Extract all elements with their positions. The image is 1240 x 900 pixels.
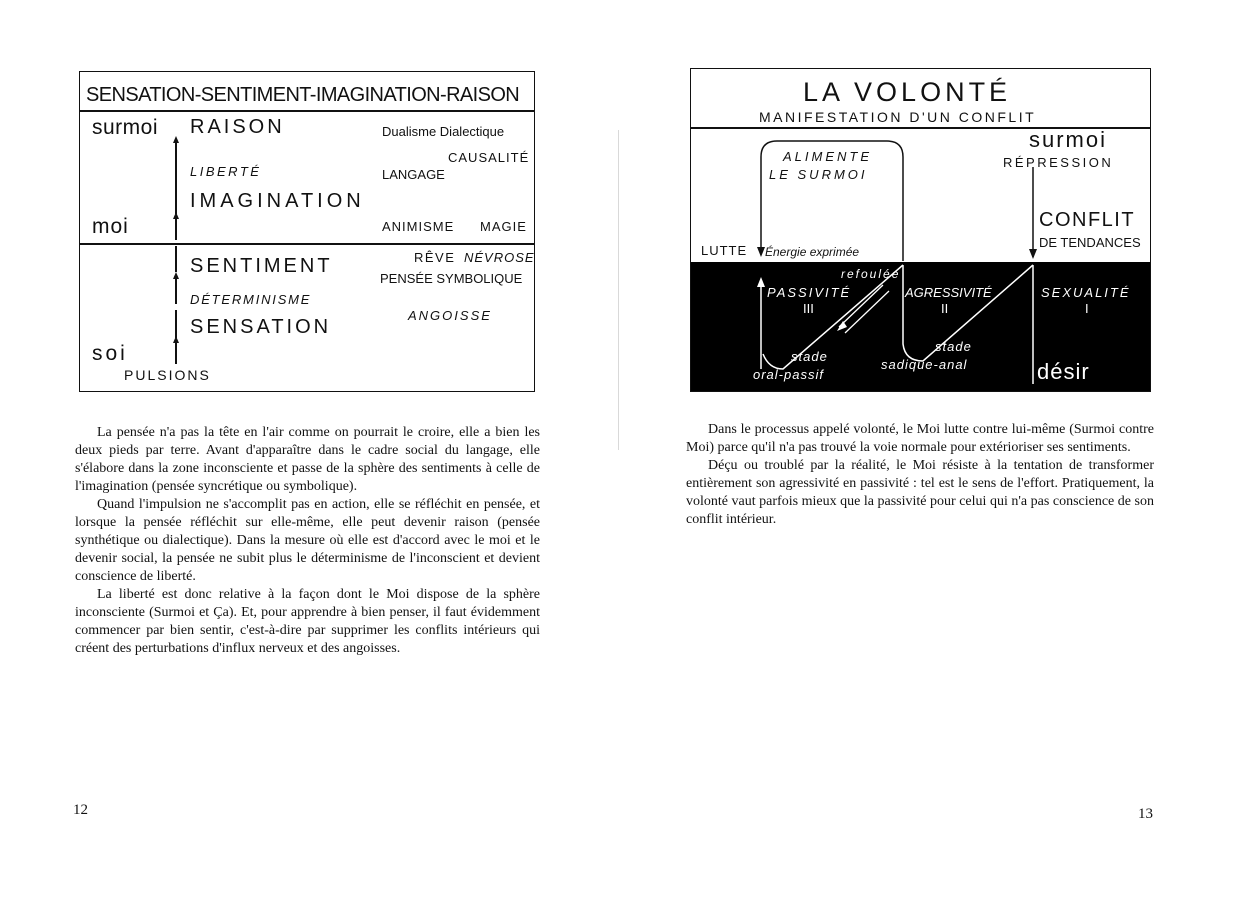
paragraph: La liberté est donc relative à la façon dont le Moi dispose de la sphère inconsciente (Surmoi et Ça). Et, pour apprendre à bien penser, il faut évidemment commencer par bien sentir, c'est-à-dire par supprimer les conflits intérieurs qui créent des perturbations d'influx nerveux et des angoisses.	[75, 587, 540, 656]
page-number: 12	[73, 802, 88, 818]
axis-sensation	[175, 310, 177, 338]
label-refoulee: refoulée	[841, 267, 901, 281]
axis-sentiment	[175, 246, 177, 272]
right-body-text	[686, 421, 1154, 529]
page-number: 13	[1138, 806, 1153, 822]
axis-upper	[175, 142, 177, 214]
label-angoisse: ANGOISSE	[408, 308, 492, 323]
diagram-la-volonte	[690, 68, 1151, 392]
label-pulsions: PULSIONS	[124, 367, 211, 383]
level-surmoi: surmoi	[92, 116, 159, 139]
book-fold	[618, 130, 619, 450]
label-energie: Énergie exprimée	[765, 245, 860, 259]
paragraph: Dans le processus appelé volonté, le Moi lutte contre lui-même (Surmoi contre Moi) parce qu'il n'a pas trouvé la voie normale pour extérioriser ses sentiments.	[686, 422, 1154, 455]
label-sensation: SENSATION	[190, 316, 332, 338]
paragraph: La pensée n'a pas la tête en l'air comme on pourrait le croire, elle a bien les deux pieds par terre. Avant d'apparaître dans le cadre social du langage, elle s'élabore dans la zone inconsciente et passe de la sphère des sentiments à celle de l'imagination (pensée syncrétique ou symbolique).	[75, 425, 540, 494]
label-desir: désir	[1037, 359, 1090, 384]
arrowhead	[173, 136, 179, 143]
left-body-text	[75, 424, 540, 658]
label-causalite: CAUSALITÉ	[448, 150, 530, 165]
diagram-title: SENSATION-SENTIMENT-IMAGINATION-RAISON	[86, 84, 520, 106]
label-pensee-symbolique: PENSÉE SYMBOLIQUE	[380, 271, 523, 286]
axis-moi	[175, 218, 177, 240]
label-agressivite: AGRESSIVITÉ	[905, 285, 992, 300]
diagram-subtitle: MANIFESTATION D'UN CONFLIT	[759, 109, 1037, 125]
title-divider	[80, 110, 534, 112]
diagram-sensation-raison	[79, 71, 535, 392]
label-passivite: PASSIVITÉ	[767, 285, 852, 300]
label-conflit: CONFLIT	[1039, 209, 1136, 231]
label-agressivite-num: II	[941, 301, 949, 316]
label-alimente: ALIMENTE	[783, 149, 873, 164]
label-raison: RAISON	[190, 116, 285, 138]
label-sentiment: SENTIMENT	[190, 255, 333, 277]
label-reve: RÊVE	[414, 250, 456, 265]
label-lutte: LUTTE	[701, 243, 748, 258]
label-magie: MAGIE	[480, 219, 527, 234]
label-repression: RÉPRESSION	[1003, 155, 1114, 170]
level-moi: moi	[92, 215, 129, 238]
label-passivite-num: III	[803, 301, 814, 316]
label-stade-1: stade	[791, 349, 828, 364]
paragraph: Quand l'impulsion ne s'accomplit pas en action, elle se réfléchit en pensée, et lorsque la pensée réfléchit sur elle-même, elle peut devenir raison (pensée synthétique ou dialectique). Dans la mesure où elle est d'accord avec le moi et le devenir social, la pensée ne subit plus le déterminisme de l'inconscient et devient conscience de liberté.	[75, 497, 540, 584]
axis-pulsions	[175, 342, 177, 364]
label-determinisme: DÉTERMINISME	[190, 292, 312, 307]
label-sadique-anal: sadique-anal	[881, 357, 968, 372]
label-nevrose: NÉVROSE	[464, 250, 535, 265]
label-oral-passif: oral-passif	[753, 367, 824, 382]
label-imagination: IMAGINATION	[190, 190, 365, 212]
label-le-surmoi: LE SURMOI	[769, 167, 868, 182]
label-liberte: LIBERTÉ	[190, 164, 262, 179]
axis-determinisme	[175, 278, 177, 304]
label-surmoi: surmoi	[1029, 127, 1108, 152]
arrowhead	[173, 212, 179, 219]
label-animisme: ANIMISME	[382, 219, 455, 234]
label-de-tendances: DE TENDANCES	[1039, 235, 1141, 250]
paragraph: Déçu ou troublé par la réalité, le Moi résiste à la tentation de transformer entièrement son agressivité en passivité : tel est le sens de l'effort. Pratiquement, la volonté vaut parfois mieux que la passivité pour celui qui n'a pas conscience de son conflit intérieur.	[686, 458, 1154, 527]
level-soi: soi	[92, 342, 128, 365]
arrowhead	[173, 336, 179, 343]
label-sexualite: SEXUALITÉ	[1041, 285, 1131, 300]
diagram-title: LA VOLONTÉ	[803, 77, 1012, 107]
label-langage: LANGAGE	[382, 167, 445, 182]
label-dualisme: Dualisme Dialectique	[382, 124, 505, 139]
arrowhead	[173, 272, 179, 279]
label-sexualite-num: I	[1085, 301, 1089, 316]
moi-divider	[80, 243, 534, 245]
label-stade-2: stade	[935, 339, 972, 354]
left-page	[0, 0, 610, 900]
